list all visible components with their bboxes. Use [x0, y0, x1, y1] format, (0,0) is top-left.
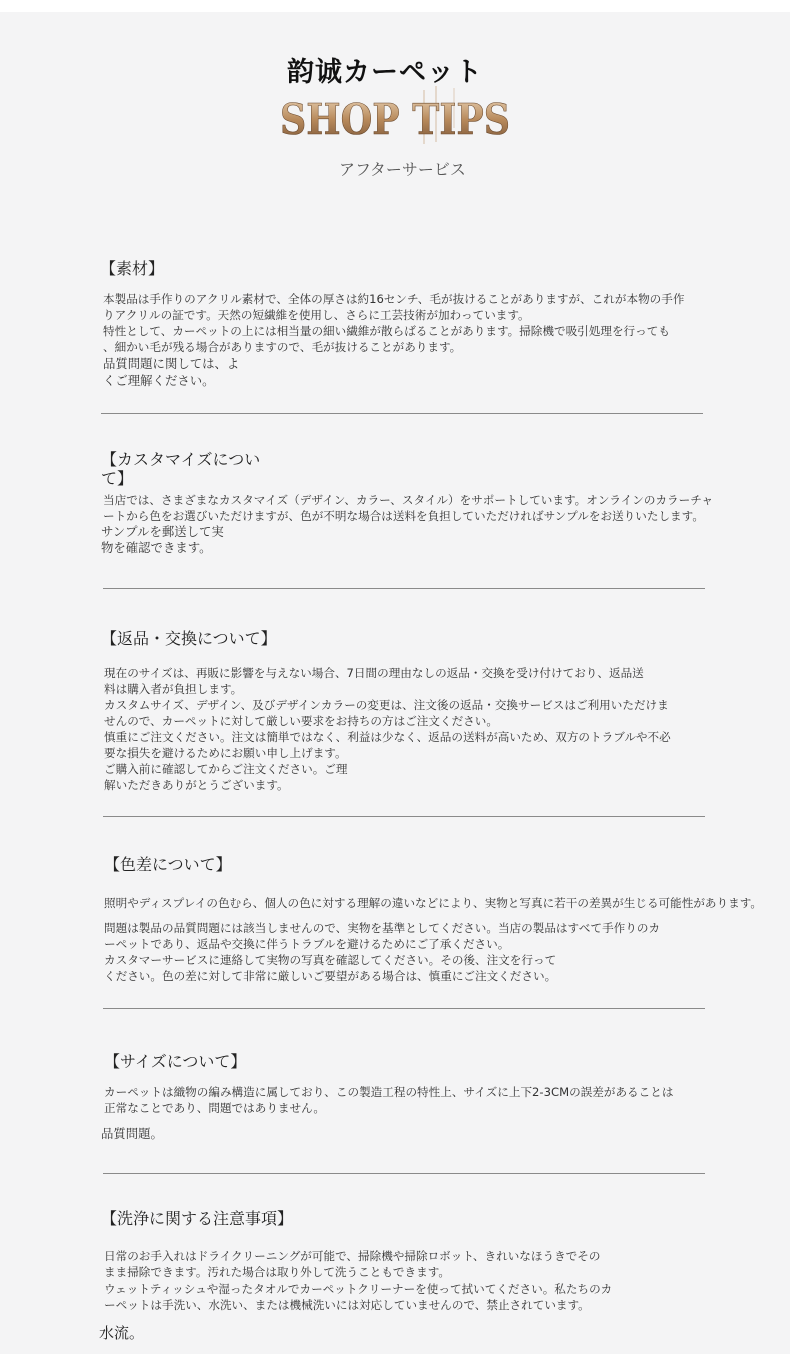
section-heading-color-difference: 【色差について】 [104, 855, 232, 874]
shop-name: 韵诚カーペット [287, 57, 483, 88]
size-text-line: 品質問題。 [101, 1126, 163, 1141]
color-text-line: ください。色の差に対して非常に厳しいご要望がある場合は、慎重にご注文ください。 [104, 969, 557, 983]
customize-text-line: 当店では、さまざまなカスタマイズ（デザイン、カラー、スタイル）をサポートしています。オンラインのカラーチャ [103, 493, 714, 507]
size-text-line: 正常なことであり、問題ではありません。 [104, 1101, 325, 1115]
returns-text-line: 慎重にご注文ください。注文は簡単ではなく、利益は少なく、返品の送料が高いため、双方のトラブルや不必 [104, 730, 671, 744]
returns-text-line: 料は購入者が負担します。 [104, 682, 243, 696]
cleaning-text-line: 水流。 [99, 1324, 145, 1342]
returns-text-line: 解いただきありがとうございます。 [104, 778, 289, 792]
cleaning-text-line: ウェットティッシュや湿ったタオルでカーペットクリーナーを使って拭いてください。私たちのカ [104, 1282, 613, 1296]
size-text-line: カーペットは織物の編み構造に属しており、この製造工程の特性上、サイズに上下2-3CMの誤差があることは [104, 1085, 674, 1099]
color-text-line: カスタマーサービスに連絡して実物の写真を確認してください。その後、注文を行って [104, 953, 557, 967]
customize-text-line: サンプルを郵送して実 [101, 524, 224, 539]
page-subtitle: アフターサービス [339, 160, 466, 179]
section-heading-returns: 【返品・交換について】 [101, 629, 277, 648]
color-text-line: ーペットであり、返品や交換に伴うトラブルを避けるためにご了承ください。 [104, 937, 510, 951]
cleaning-text-line: ーペットは手洗い、水洗い、または機械洗いには対応していませんので、禁止されています。 [104, 1298, 590, 1312]
section-divider [103, 1008, 705, 1009]
section-divider [101, 413, 703, 414]
section-heading-size: 【サイズについて】 [104, 1052, 247, 1071]
customize-text-line: ートから色をお選びいただけますが、色が不明な場合は送料を負担していただければサンプルをお送りいたします。 [103, 509, 704, 523]
cleaning-text-line: 日常のお手入れはドライクリーニングが可能で、掃除機や掃除ロボット、きれいなほうきでその [104, 1249, 601, 1263]
returns-text-line: 要な損失を避けるためにお願い申し上げます。 [104, 746, 347, 760]
material-text-line: 品質問題に関しては、よ [103, 356, 240, 371]
section-heading-cleaning: 【洗浄に関する注意事項】 [101, 1209, 294, 1228]
cleaning-text-line: まま掃除できます。汚れた場合は取り外して洗うこともできます。 [104, 1265, 450, 1279]
material-text-line: 本製品は手作りのアクリル素材で、全体の厚さは約16センチ、毛が抜けることがありますが、これが本物の手作 [103, 292, 685, 306]
top-strip [0, 0, 790, 12]
color-text-line: 問題は製品の品質問題には該当しませんので、実物を基準としてください。当店の製品はすべて手作りのカ [104, 921, 661, 935]
color-text-line: 照明やディスプレイの色むら、個人の色に対する理解の違いなどにより、実物と写真に若干の差異が生じる可能性があります。 [104, 896, 762, 910]
returns-text-line: 現在のサイズは、再販に影響を与えない場合、7日間の理由なしの返品・交換を受け付けており、返品送 [104, 666, 644, 680]
section-heading-customize: 【カスタマイズについ [101, 450, 261, 469]
material-text-line: くご理解ください。 [103, 373, 215, 388]
material-text-line: 特性として、カーペットの上には相当量の細い繊維が散らばることがあります。掃除機で吸引処理を行っても [103, 324, 670, 338]
returns-text-line: せんので、カーペットに対して厳しい要求をお持ちの方はご注文ください。 [104, 714, 498, 728]
section-divider [103, 588, 705, 589]
customize-text-line: 物を確認できます。 [101, 540, 212, 555]
material-text-line: りアクリルの証です。天然の短繊維を使用し、さらに工芸技術が加わっています。 [103, 308, 530, 322]
section-heading-material: 【素材】 [100, 259, 165, 278]
section-heading-customize: て】 [101, 469, 134, 488]
section-divider [103, 816, 705, 817]
shop-tips-logo [276, 84, 516, 148]
material-text-line: 、細かい毛が残る場合がありますので、毛が抜けることがあります。 [103, 340, 462, 354]
logo-text: SHOP TIPS [280, 95, 510, 144]
returns-text-line: ご購入前に確認してからご注文ください。ご理 [104, 762, 348, 776]
returns-text-line: カスタムサイズ、デザイン、及びデザインカラーの変更は、注文後の返品・交換サービスはご利用いただけま [104, 698, 669, 712]
section-divider [103, 1173, 705, 1174]
